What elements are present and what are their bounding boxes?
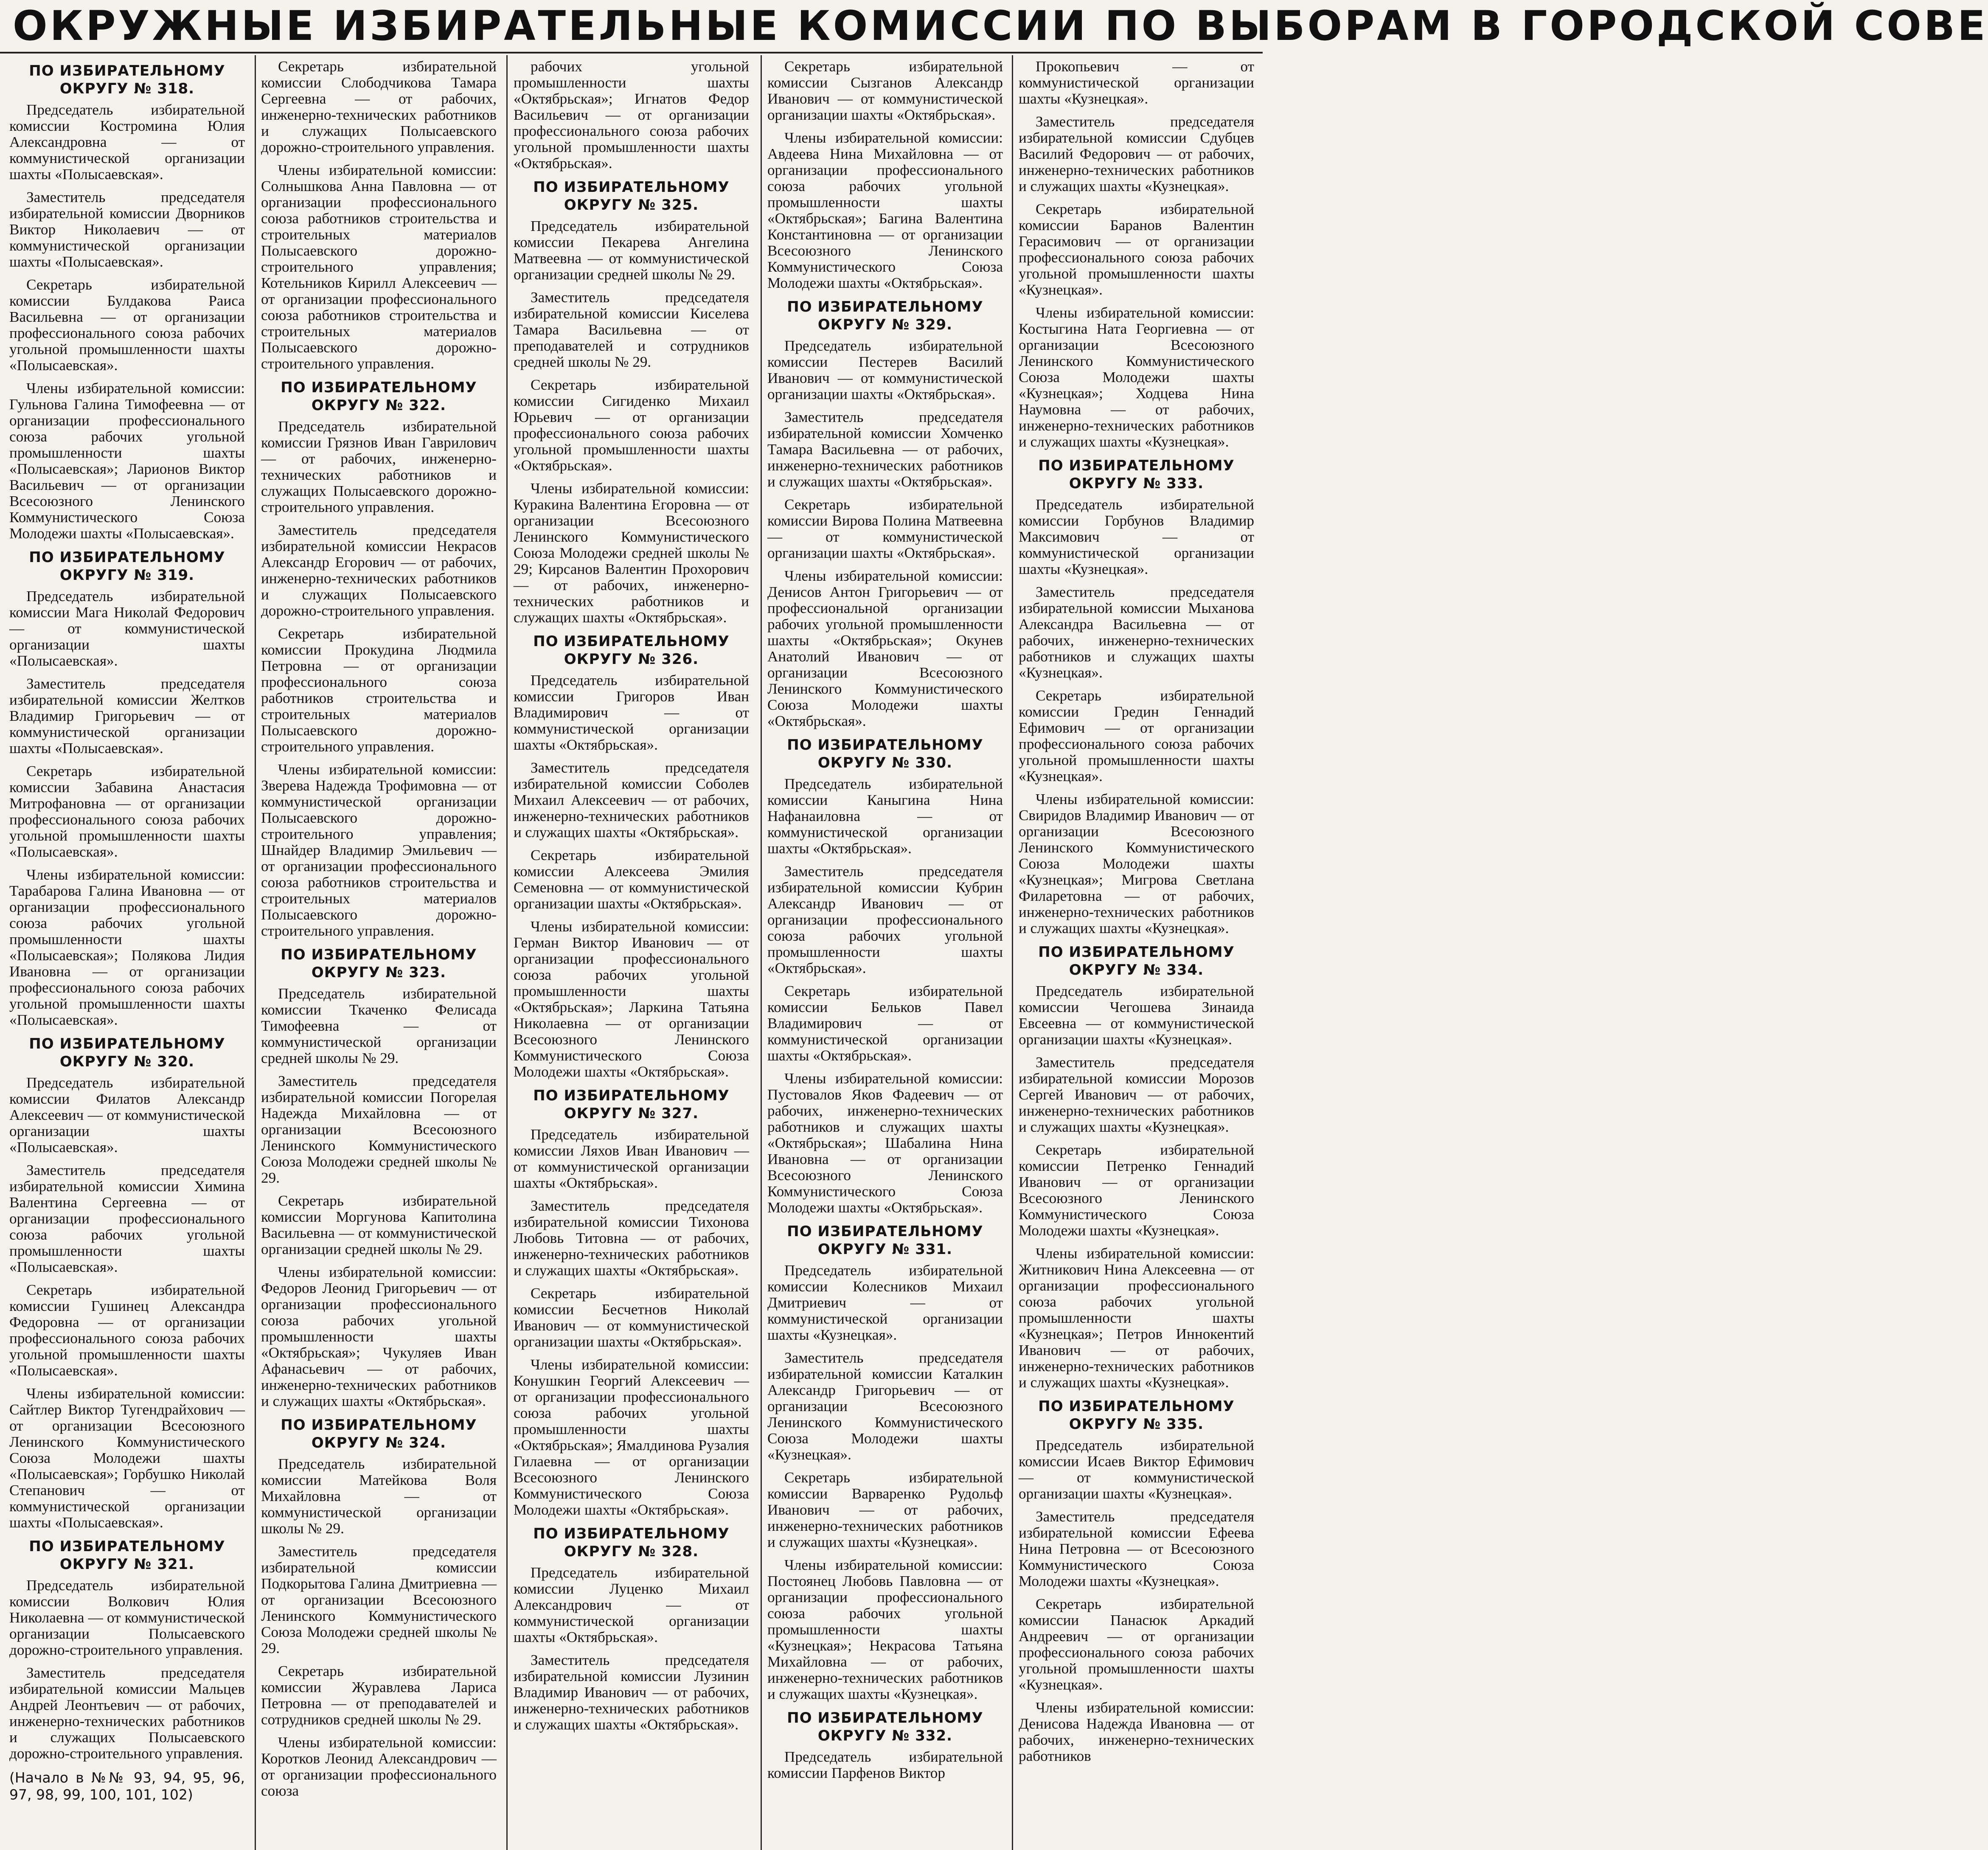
commission-paragraph: Члены избирательной комиссии: Денисов Антон Григорьевич — от профессиональной организации рабочих угольной промышленности шахты «Октябрьская»; Окунев Анатолий Иванович — от организации Всесоюзного Ленинского Коммунистического Союза Молодежи шахты «Октябрьская».: [767, 568, 1003, 729]
commission-paragraph: Секретарь избирательной комиссии Гушинец Александра Федоровна — от организации профессионального союза рабочих угольной промышленности шахты «Полысаевская».: [9, 1282, 245, 1379]
commission-paragraph: Секретарь избирательной комиссии Вирова Полина Матвеевна — от коммунистической организации шахты «Октябрьская».: [767, 496, 1003, 561]
commission-paragraph: Секретарь избирательной комиссии Булдакова Раиса Васильевна — от организации профессионального союза рабочих угольной промышленности шахты «Полысаевская».: [9, 276, 245, 374]
commission-paragraph: Секретарь избирательной комиссии Журавлева Лариса Петровна — от преподавателей и сотрудников средней школы № 29.: [261, 1663, 497, 1728]
district-heading: ПО ИЗБИРАТЕЛЬНОМУ ОКРУГУ № 319.: [29, 549, 225, 584]
commission-paragraph: Председатель избирательной комиссии Мага Николай Федорович — от коммунистической организации шахты «Полысаевская».: [9, 588, 245, 669]
commission-paragraph: Заместитель председателя избирательной комиссии Желтков Владимир Григорьевич — от коммунистической организации шахты «Полысаевская».: [9, 675, 245, 756]
commission-paragraph: Заместитель председателя избирательной комиссии Мыханова Александра Васильевна — от рабочих, инженерно-технических работников и служащих шахты «Кузнецкая».: [1019, 584, 1254, 681]
commission-paragraph: Секретарь избирательной комиссии Прокудина Людмила Петровна — от организации профессионального союза работников строительства и строительных материалов Полысаевского дорожно-строительного управления.: [261, 625, 497, 755]
commission-paragraph: Председатель избирательной комиссии Матейкова Воля Михайловна — от коммунистической организации школы № 29.: [261, 1456, 497, 1537]
text-column-1: [9, 59, 245, 1846]
commission-paragraph: Члены избирательной комиссии: Герман Виктор Иванович — от организации профессионального союза рабочих угольной промышленности шахты «Октябрьская»; Ларкина Татьяна Николаевна — от организации Всесоюзного Ленинского Коммунистического Союза Молодежи шахты «Октябрьская».: [514, 918, 749, 1080]
commission-paragraph: Секретарь избирательной комиссии Слободчикова Тамара Сергеевна — от рабочих, инженерно-технических работников и служащих Полысаевского дорожно-строительного управления.: [261, 58, 497, 155]
text-column-3: [514, 59, 749, 1846]
commission-paragraph: Председатель избирательной комиссии Филатов Александр Алексеевич — от коммунистической организации шахты «Полысаевская».: [9, 1074, 245, 1156]
commission-paragraph: Члены избирательной комиссии: Гульнова Галина Тимофеевна — от организации профессионального союза рабочих угольной промышленности шахты «Полысаевская»; Ларионов Виктор Васильевич — от организации Всесоюзного Ленинского Коммунистического Союза Молодежи шахты «Полысаевская».: [9, 380, 245, 542]
commission-paragraph: Заместитель председателя избирательной комиссии Мальцев Андрей Леонтьевич — от рабочих, инженерно-технических работников и служащих Полысаевского дорожно-строительного управления.: [9, 1664, 245, 1762]
district-heading: ПО ИЗБИРАТЕЛЬНОМУ ОКРУГУ № 325.: [533, 179, 730, 214]
commission-paragraph: Заместитель председателя избирательной комиссии Каталкин Александр Григорьевич — от организации Всесоюзного Ленинского Коммунистического Союза Молодежи шахты «Кузнецкая».: [767, 1350, 1003, 1463]
text-column-4: [767, 59, 1003, 1846]
commission-paragraph: Председатель избирательной комиссии Ляхов Иван Иванович — от коммунистической организации шахты «Октябрьская».: [514, 1126, 749, 1191]
commission-paragraph: Заместитель председателя избирательной комиссии Химина Валентина Сергеевна — от организации профессионального союза рабочих угольной промышленности шахты «Полысаевская».: [9, 1162, 245, 1275]
district-heading: ПО ИЗБИРАТЕЛЬНОМУ ОКРУГУ № 330.: [787, 737, 983, 771]
commission-paragraph: Члены избирательной комиссии: Пустовалов Яков Фадеевич — от рабочих, инженерно-технических работников и служащих шахты «Октябрьская»; Шабалина Нина Ивановна — от организации Всесоюзного Ленинского Коммунистического Союза Молодежи шахты «Октябрьская».: [767, 1070, 1003, 1216]
commission-paragraph: Секретарь избирательной комиссии Сигиденко Михаил Юрьевич — от организации профессионального союза рабочих угольной промышленности шахты «Октябрьская».: [514, 377, 749, 474]
commission-paragraph: Члены избирательной комиссии: Житникович Нина Алексеевна — от организации профессионального союза рабочих угольной промышленности шахты «Кузнецкая»; Петров Иннокентий Иванович — от рабочих, инженерно-технических работников и служащих шахты «Кузнецкая».: [1019, 1245, 1254, 1391]
commission-paragraph: Заместитель председателя избирательной комиссии Морозов Сергей Иванович — от рабочих, инженерно-технических работников и служащих шахты «Кузнецкая».: [1019, 1054, 1254, 1135]
commission-paragraph: Заместитель председателя избирательной комиссии Погорелая Надежда Михайловна — от организации Всесоюзного Ленинского Коммунистического Союза Молодежи средней школы № 29.: [261, 1073, 497, 1186]
commission-paragraph: Члены избирательной комиссии: Постоянец Любовь Павловна — от организации профессионального союза рабочих угольной промышленности шахты «Кузнецкая»; Некрасова Татьяна Михайловна — от рабочих, инженерно-технических работников и служащих шахты «Кузнецкая».: [767, 1557, 1003, 1702]
commission-paragraph: Заместитель председателя избирательной комиссии Лузинин Владимир Иванович — от рабочих, инженерно-технических работников и служащих шахты «Октябрьская».: [514, 1652, 749, 1733]
commission-paragraph: Секретарь избирательной комиссии Варваренко Рудольф Иванович — от рабочих, инженерно-технических работников и служащих шахты «Кузнецкая».: [767, 1469, 1003, 1550]
commission-paragraph: Заместитель председателя избирательной комиссии Подкорытова Галина Дмитриевна — от организации Всесоюзного Ленинского Коммунистического Союза Молодежи средней школы № 29.: [261, 1543, 497, 1656]
commission-paragraph: Председатель избирательной комиссии Костромина Юлия Александровна — от коммунистической организации шахты «Полысаевская».: [9, 101, 245, 183]
commission-paragraph: рабочих угольной промышленности шахты «Октябрьская»; Игнатов Федор Васильевич — от организации профессионального союза рабочих угольной промышленности шахты «Октябрьская».: [514, 58, 749, 172]
district-heading: ПО ИЗБИРАТЕЛЬНОМУ ОКРУГУ № 327.: [533, 1087, 730, 1122]
district-heading: ПО ИЗБИРАТЕЛЬНОМУ ОКРУГУ № 328.: [533, 1525, 730, 1560]
commission-paragraph: Секретарь избирательной комиссии Петренко Геннадий Иванович — от организации Всесоюзного Ленинского Коммунистического Союза Молодежи шахты «Кузнецкая».: [1019, 1141, 1254, 1239]
commission-paragraph: Заместитель председателя избирательной комиссии Соболев Михаил Алексеевич — от рабочих, инженерно-технических работников и служащих шахты «Октябрьская».: [514, 759, 749, 841]
commission-paragraph: Члены избирательной комиссии: Зверева Надежда Трофимовна — от коммунистической организации Полысаевского дорожно-строительного управления; Шнайдер Владимир Эмильевич — от организации профессионального союза работников строительства и строительных материалов Полысаевского дорожно-строительного управления.: [261, 761, 497, 939]
column-divider: [761, 55, 762, 1850]
district-heading: ПО ИЗБИРАТЕЛЬНОМУ ОКРУГУ № 334.: [1038, 944, 1235, 978]
commission-paragraph: Секретарь избирательной комиссии Баранов Валентин Герасимович — от организации профессионального союза рабочих угольной промышленности шахты «Кузнецкая».: [1019, 201, 1254, 298]
district-heading: ПО ИЗБИРАТЕЛЬНОМУ ОКРУГУ № 335.: [1038, 1398, 1235, 1433]
district-heading: ПО ИЗБИРАТЕЛЬНОМУ ОКРУГУ № 323.: [281, 946, 477, 981]
district-heading: ПО ИЗБИРАТЕЛЬНОМУ ОКРУГУ № 326.: [533, 633, 730, 668]
commission-paragraph: Председатель избирательной комиссии Луценко Михаил Александрович — от коммунистической организации шахты «Октябрьская».: [514, 1564, 749, 1645]
commission-paragraph: Председатель избирательной комиссии Парфенов Виктор: [767, 1749, 1003, 1781]
district-heading: ПО ИЗБИРАТЕЛЬНОМУ ОКРУГУ № 318.: [29, 62, 225, 97]
commission-paragraph: Члены избирательной комиссии: Куракина Валентина Егоровна — от организации Всесоюзного Ленинского Коммунистического Союза Молодежи средней школы № 29; Кирсанов Валентин Прохорович — от рабочих, инженерно-технических работников и служащих шахты «Октябрьская».: [514, 480, 749, 626]
continuation-note: (Начало в №№ 93, 94, 95, 96, 97, 98, 99, 100, 101, 102): [9, 1769, 245, 1803]
commission-paragraph: Председатель избирательной комиссии Чегошева Зинаида Евсеевна — от коммунистической организации шахты «Кузнецкая».: [1019, 983, 1254, 1048]
commission-paragraph: Председатель избирательной комиссии Грязнов Иван Гаврилович — от рабочих, инженерно-технических работников и служащих Полысаевского дорожно-строительного управления.: [261, 418, 497, 515]
commission-paragraph: Секретарь избирательной комиссии Алексеева Эмилия Семеновна — от коммунистической организации шахты «Октябрьская».: [514, 847, 749, 912]
commission-paragraph: Прокопьевич — от коммунистической организации шахты «Кузнецкая».: [1019, 58, 1254, 107]
district-heading: ПО ИЗБИРАТЕЛЬНОМУ ОКРУГУ № 322.: [281, 379, 477, 414]
commission-paragraph: Члены избирательной комиссии: Авдеева Нина Михайловна — от организации профессионального союза рабочих угольной промышленности шахты «Октябрьская»; Багина Валентина Константиновна — от организации Всесоюзного Ленинского Коммунистического Союза Молодежи шахты «Октябрьская».: [767, 129, 1003, 291]
commission-paragraph: Секретарь избирательной комиссии Гредин Геннадий Ефимович — от организации профессионального союза рабочих угольной промышленности шахты «Кузнецкая».: [1019, 687, 1254, 784]
commission-paragraph: Председатель избирательной комиссии Волкович Юлия Николаевна — от коммунистической организации Полысаевского дорожно-строительного управления.: [9, 1577, 245, 1658]
commission-paragraph: Председатель избирательной комиссии Ткаченко Фелисада Тимофеевна — от коммунистической организации средней школы № 29.: [261, 985, 497, 1066]
column-divider: [1012, 55, 1013, 1850]
district-heading: ПО ИЗБИРАТЕЛЬНОМУ ОКРУГУ № 332.: [787, 1709, 983, 1744]
district-heading: ПО ИЗБИРАТЕЛЬНОМУ ОКРУГУ № 321.: [29, 1538, 225, 1573]
commission-paragraph: Заместитель председателя избирательной комиссии Хомченко Тамара Васильевна — от рабочих, инженерно-технических работников и служащих шахты «Октябрьская».: [767, 409, 1003, 490]
commission-paragraph: Заместитель председателя избирательной комиссии Некрасов Александр Егорович — от рабочих, инженерно-технических работников и служащих Полысаевского дорожно-строительного управления.: [261, 522, 497, 619]
commission-paragraph: Секретарь избирательной комиссии Моргунова Капитолина Васильевна — от коммунистической организации средней школы № 29.: [261, 1192, 497, 1257]
commission-paragraph: Секретарь избирательной комиссии Забавина Анастасия Митрофановна — от организации профессионального союза рабочих угольной промышленности шахты «Полысаевская».: [9, 763, 245, 860]
commission-paragraph: Председатель избирательной комиссии Каныгина Нина Нафанаиловна — от коммунистической организации шахты «Октябрьская».: [767, 776, 1003, 857]
commission-paragraph: Председатель избирательной комиссии Григоров Иван Владимирович — от коммунистической организации шахты «Октябрьская».: [514, 672, 749, 753]
commission-paragraph: Председатель избирательной комиссии Пестерев Василий Иванович — от коммунистической организации шахты «Октябрьская».: [767, 337, 1003, 402]
commission-paragraph: Заместитель председателя избирательной комиссии Сдубцев Василий Федорович — от рабочих, инженерно-технических работников и служащих шахты «Кузнецкая».: [1019, 113, 1254, 194]
column-divider: [255, 55, 256, 1850]
commission-paragraph: Члены избирательной комиссии: Солнышкова Анна Павловна — от организации профессионального союза работников строительства и строительных материалов Полысаевского дорожно-строительного управления; Котельников Кирилл Алексеевич — от организации профессионального союза работников строительства и строительных материалов Полысаевского дорожно-строительного управления.: [261, 162, 497, 372]
district-heading: ПО ИЗБИРАТЕЛЬНОМУ ОКРУГУ № 333.: [1038, 457, 1235, 492]
headline: ОКРУЖНЫЕ ИЗБИРАТЕЛЬНЫЕ КОМИССИИ ПО ВЫБОРАМ В ГОРОДСКОЙ СОВЕ: [13, 2, 1988, 50]
commission-paragraph: Заместитель председателя избирательной комиссии Киселева Тамара Васильевна — от преподавателей и сотрудников средней школы № 29.: [514, 289, 749, 370]
district-heading: ПО ИЗБИРАТЕЛЬНОМУ ОКРУГУ № 324.: [281, 1417, 477, 1451]
commission-paragraph: Председатель избирательной комиссии Исаев Виктор Ефимович — от коммунистической организации шахты «Кузнецкая».: [1019, 1437, 1254, 1502]
commission-paragraph: Заместитель председателя избирательной комиссии Кубрин Александр Иванович — от организации профессионального союза рабочих угольной промышленности шахты «Октябрьская».: [767, 863, 1003, 976]
commission-paragraph: Председатель избирательной комиссии Горбунов Владимир Максимович — от коммунистической организации шахты «Кузнецкая».: [1019, 496, 1254, 577]
commission-paragraph: Председатель избирательной комиссии Колесников Михаил Дмитриевич — от коммунистической организации шахты «Кузнецкая».: [767, 1262, 1003, 1343]
column-divider: [506, 55, 508, 1850]
commission-paragraph: Заместитель председателя избирательной комиссии Тихонова Любовь Титовна — от рабочих, инженерно-технических работников и служащих шахты «Октябрьская».: [514, 1198, 749, 1279]
commission-paragraph: Члены избирательной комиссии: Свиридов Владимир Иванович — от организации Всесоюзного Ленинского Коммунистического Союза Молодежи шахты «Кузнецкая»; Мигрова Светлана Филаретовна — от рабочих, инженерно-технических работников и служащих шахты «Кузнецкая».: [1019, 791, 1254, 936]
text-column-5: [1019, 59, 1254, 1846]
commission-paragraph: Секретарь избирательной комиссии Панасюк Аркадий Андреевич — от организации профессионального союза рабочих угольной промышленности шахты «Кузнецкая».: [1019, 1596, 1254, 1693]
commission-paragraph: Члены избирательной комиссии: Конушкин Георгий Алексеевич — от организации профессионального союза рабочих угольной промышленности шахты «Октябрьская»; Ямалдинова Рузалия Гилаевна — от организации Всесоюзного Ленинского Коммунистического Союза Молодежи шахты «Октябрьская».: [514, 1356, 749, 1518]
headline-rule: [0, 52, 1263, 53]
commission-paragraph: Заместитель председателя избирательной комиссии Ефеева Нина Петровна — от Всесоюзного Коммунистического Союза Молодежи шахты «Кузнецкая».: [1019, 1508, 1254, 1589]
commission-paragraph: Члены избирательной комиссии: Сайтлер Виктор Тугендрайхович — от организации Всесоюзного Ленинского Коммунистического Союза Молодежи шахты «Полысаевская»; Горбушко Николай Степанович — от коммунистической организации шахты «Полысаевская».: [9, 1385, 245, 1531]
commission-paragraph: Члены избирательной комиссии: Костыгина Ната Георгиевна — от организации Всесоюзного Ленинского Коммунистического Союза Молодежи шахты «Кузнецкая»; Ходцева Нина Наумовна — от рабочих, инженерно-технических работников и служащих шахты «Кузнецкая».: [1019, 304, 1254, 450]
commission-paragraph: Секретарь избирательной комиссии Бельков Павел Владимирович — от коммунистической организации шахты «Октябрьская».: [767, 983, 1003, 1064]
district-heading: ПО ИЗБИРАТЕЛЬНОМУ ОКРУГУ № 331.: [787, 1223, 983, 1258]
commission-paragraph: Секретарь избирательной комиссии Сызганов Александр Иванович — от коммунистической организации шахты «Октябрьская».: [767, 58, 1003, 123]
district-heading: ПО ИЗБИРАТЕЛЬНОМУ ОКРУГУ № 320.: [29, 1035, 225, 1070]
commission-paragraph: Члены избирательной комиссии: Коротков Леонид Александрович — от организации профессионального союза: [261, 1734, 497, 1799]
commission-paragraph: Секретарь избирательной комиссии Бесчетнов Николай Иванович — от коммунистической организации шахты «Октябрьская».: [514, 1285, 749, 1350]
commission-paragraph: Члены избирательной комиссии: Федоров Леонид Григорьевич — от организации профессионального союза рабочих угольной промышленности шахты «Октябрьская»; Чукуляев Иван Афанасьевич — от рабочих, инженерно-технических работников и служащих шахты «Октябрьская».: [261, 1264, 497, 1409]
commission-paragraph: Заместитель председателя избирательной комиссии Дворников Виктор Николаевич — от коммунистической организации шахты «Полысаевская».: [9, 189, 245, 270]
district-heading: ПО ИЗБИРАТЕЛЬНОМУ ОКРУГУ № 329.: [787, 298, 983, 333]
commission-paragraph: Председатель избирательной комиссии Пекарева Ангелина Матвеевна — от коммунистической организации средней школы № 29.: [514, 218, 749, 283]
commission-paragraph: Члены избирательной комиссии: Денисова Надежда Ивановна — от рабочих, инженерно-технических работников: [1019, 1699, 1254, 1764]
text-column-2: [261, 59, 497, 1846]
commission-paragraph: Члены избирательной комиссии: Тарабарова Галина Ивановна — от организации профессионального союза рабочих угольной промышленности шахты «Полысаевская»; Полякова Лидия Ивановна — от организации профессионального союза рабочих угольной промышленности шахты «Полысаевская».: [9, 866, 245, 1028]
